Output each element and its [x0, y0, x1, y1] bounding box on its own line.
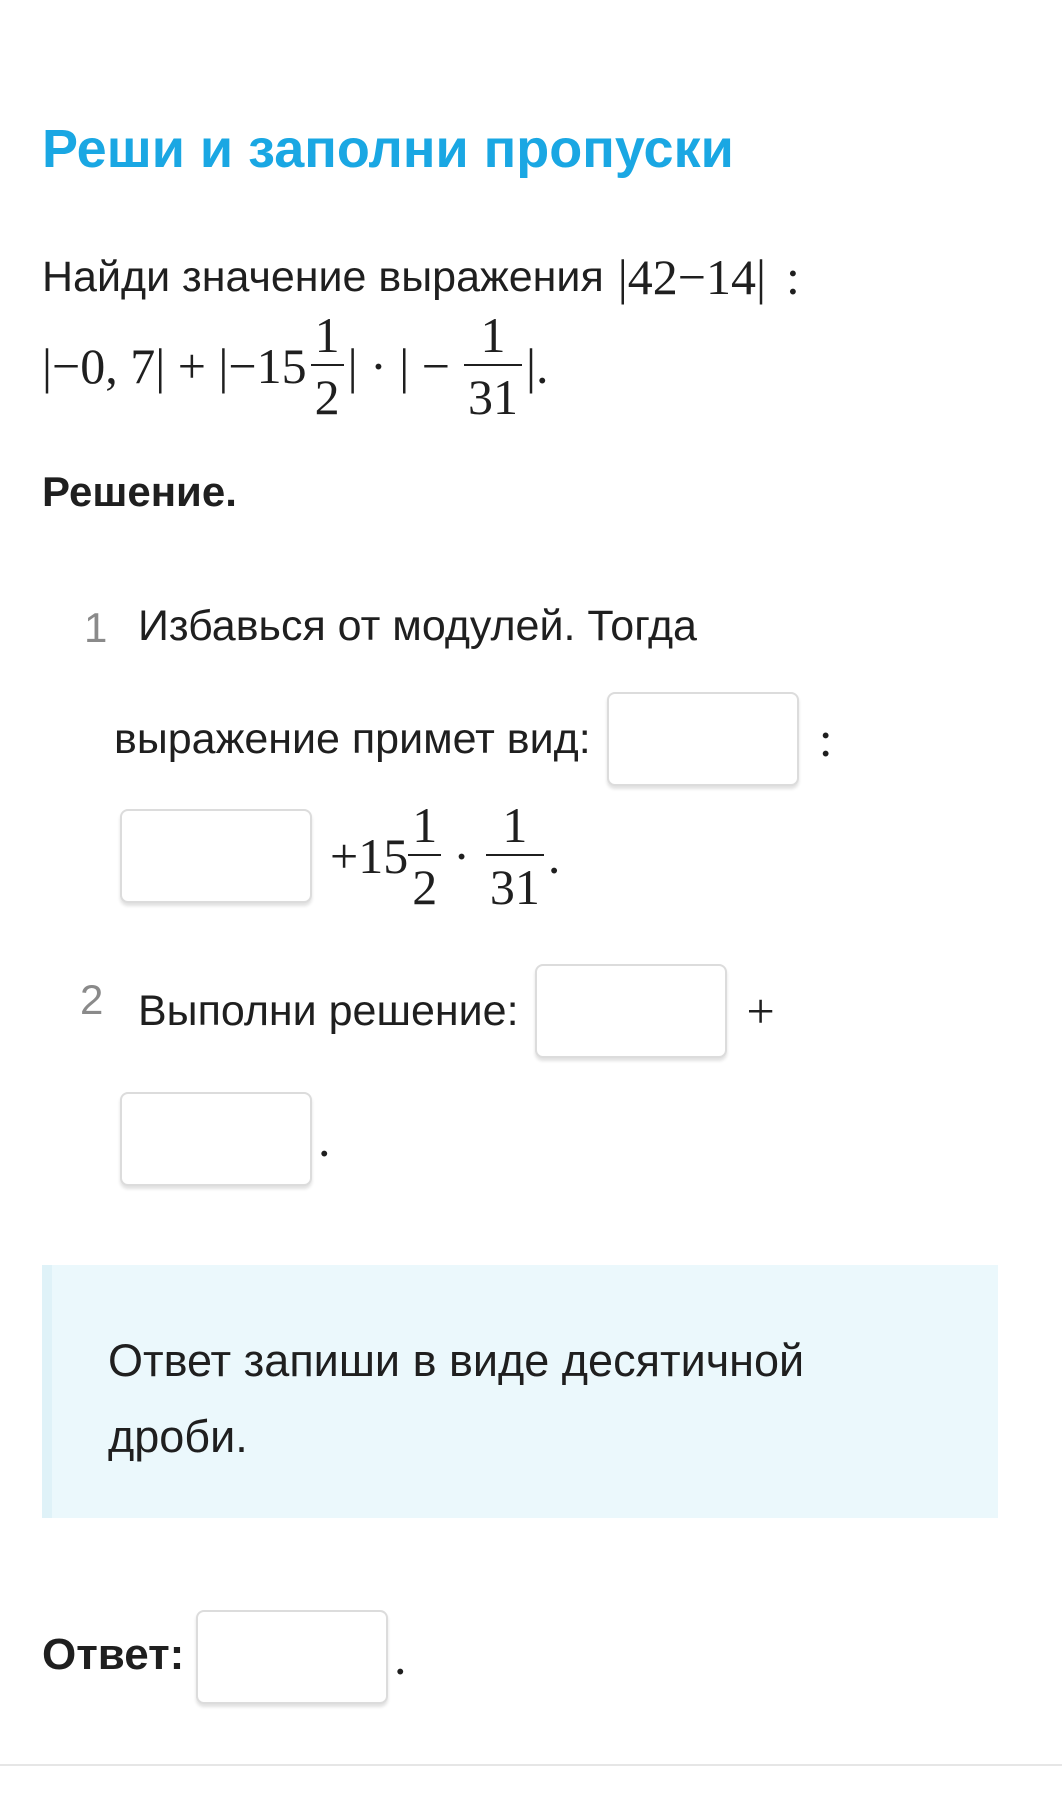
answer-input[interactable] — [120, 809, 312, 903]
step-expr-a: +15 — [330, 828, 409, 884]
fraction-numerator: 1 — [502, 797, 528, 853]
answer-input[interactable] — [607, 692, 799, 786]
answer-label: Ответ: — [42, 1630, 185, 1679]
fraction-denominator: 31 — [468, 369, 518, 425]
step-number: 2 — [80, 976, 104, 1023]
fraction-denominator: 2 — [314, 369, 340, 425]
mixed-fraction — [311, 307, 344, 425]
fraction-denominator: 31 — [489, 859, 540, 915]
period: . — [394, 1629, 407, 1685]
hint-text: Ответ запиши в виде десятичной дроби. — [108, 1335, 805, 1462]
task-expr-end: |. — [526, 338, 549, 394]
fraction-numerator: 1 — [412, 797, 438, 853]
task-line-2 — [42, 307, 549, 425]
task-prefix: Найди значение выражения — [42, 252, 604, 301]
task-expr-part2a: |−0, 7| + |−15 — [42, 338, 307, 394]
task-title: Реши и заполни пропуски — [42, 119, 734, 179]
dot: · — [453, 828, 470, 884]
plus: + — [746, 983, 775, 1039]
step-text: выражение примет вид: — [114, 714, 591, 763]
step-number: 1 — [84, 604, 108, 651]
fraction-numerator: 1 — [480, 307, 506, 363]
task-colon: : — [785, 249, 800, 305]
solution-title: Решение. — [42, 468, 237, 515]
step-1-line-3 — [120, 797, 561, 915]
answer-input[interactable] — [535, 964, 727, 1058]
colon: : — [818, 711, 833, 767]
fraction-numerator: 1 — [314, 307, 340, 363]
step-text: Выполни решение: — [138, 986, 519, 1035]
task-expr-part1: |42−14| — [617, 249, 766, 305]
task-expr-part2b: | · | − — [347, 338, 450, 394]
divider — [0, 1764, 1062, 1766]
fraction — [486, 797, 544, 915]
fraction — [464, 307, 522, 425]
step-2-line-1 — [138, 964, 775, 1058]
answer-input[interactable] — [120, 1092, 312, 1186]
final-answer-input[interactable] — [196, 1610, 388, 1704]
step-2-line-2 — [120, 1092, 331, 1186]
task-line-1 — [42, 248, 800, 306]
hint-box — [42, 1265, 998, 1518]
period: . — [547, 828, 561, 884]
answer-row — [196, 1610, 407, 1704]
mixed-fraction — [408, 797, 441, 915]
period: . — [318, 1111, 331, 1167]
step-1-line-2 — [114, 692, 833, 786]
step-text: Избавься от модулей. Тогда — [138, 602, 697, 650]
fraction-denominator: 2 — [412, 859, 438, 915]
